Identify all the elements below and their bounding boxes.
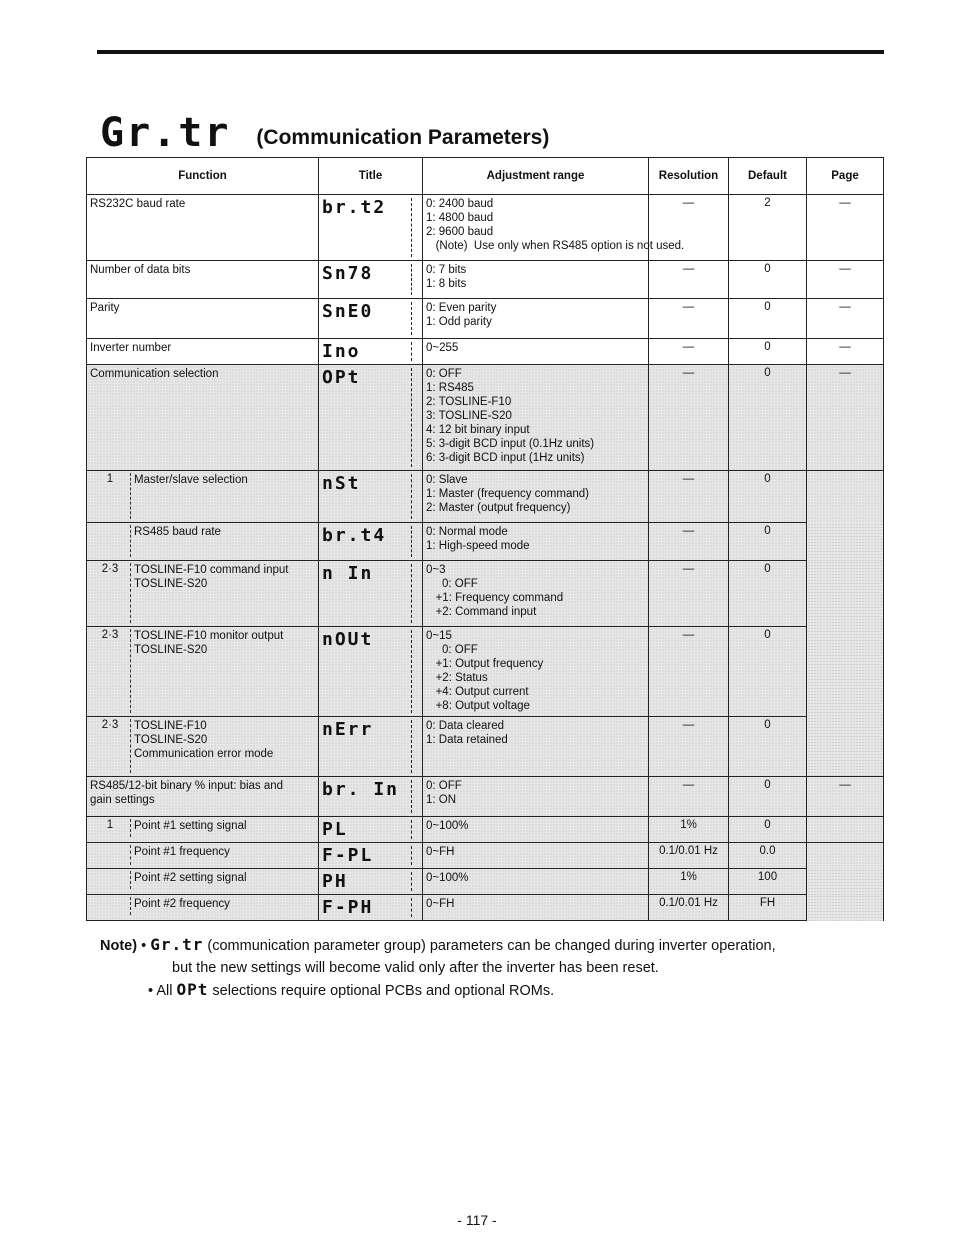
level-marker: 1 [106,473,114,485]
default-cell: 0 [729,627,807,717]
header-rule [97,50,884,54]
page-cell [807,869,884,895]
resolution-cell: — [649,561,729,627]
level-marker [90,871,130,889]
range-cell: 0: Data cleared 1: Data retained [423,717,649,777]
function-cell [87,299,319,339]
function-cell [87,365,319,471]
table-row [87,717,884,777]
default-cell: 100 [729,869,807,895]
parameter-code: nSt [322,473,361,494]
function-label: Point #2 setting signal [130,871,247,889]
function-label: Master/slave selection [130,473,248,519]
page-cell [807,895,884,921]
function-label: TOSLINE-F10 command input TOSLINE-S20 [130,563,288,623]
table-row [87,843,884,869]
function-cell [87,627,319,717]
function-label: Parity [90,302,120,314]
range-cell: 0~255 [423,339,649,365]
level-marker: 1 [106,819,114,831]
default-cell: 0 [729,717,807,777]
function-label: Communication selection [90,368,219,380]
note-label: Note) [100,938,138,954]
table-row [87,299,884,339]
page-cell [807,471,884,523]
default-cell: 0 [729,365,807,471]
range-cell: 0~100% [423,869,649,895]
parameter-code: nErr [322,719,374,740]
resolution-cell: — [649,195,729,261]
function-cell [87,777,319,817]
table-row [87,471,884,523]
title-cell [319,895,423,921]
function-label: TOSLINE-F10 TOSLINE-S20 Communication error mode [130,719,273,773]
table-row [87,817,884,843]
resolution-cell: 0.1/0.01 Hz [649,895,729,921]
parameter-code: br. In [322,779,400,800]
default-cell: 0.0 [729,843,807,869]
range-cell: 0: 7 bits 1: 8 bits [423,261,649,299]
function-cell [87,195,319,261]
title-cell [319,523,423,561]
resolution-cell: — [649,627,729,717]
col-page: Page [807,158,884,195]
table-row [87,339,884,365]
page-cell: — [807,365,884,471]
page-cell [807,561,884,627]
page-cell [807,523,884,561]
resolution-cell: 0.1/0.01 Hz [649,843,729,869]
default-cell: 0 [729,817,807,843]
function-cell [87,471,319,523]
parameter-code: br.t2 [322,197,387,218]
level-marker: 2·3 [101,629,119,641]
table-row [87,561,884,627]
page-cell [807,817,884,843]
title-cell [319,471,423,523]
title-cell [319,195,423,261]
parameter-code: PH [322,871,348,892]
parameter-code: nOUt [322,629,374,650]
page-cell: — [807,777,884,817]
level-marker [90,897,130,915]
function-cell [87,339,319,365]
default-cell: 2 [729,195,807,261]
page-cell: — [807,299,884,339]
title-cell [319,817,423,843]
note-opt-code: OPt [176,980,209,999]
table-row [87,261,884,299]
note-text-2: but the new settings will become valid only after the inverter has been reset. [172,960,659,976]
note-text-3: selections require optional PCBs and optional ROMs. [212,983,555,999]
resolution-cell: — [649,717,729,777]
section-header [100,110,550,156]
default-cell: 0 [729,339,807,365]
table-row [87,195,884,261]
note-bullet-2: • [148,983,154,999]
parameter-code: PL [322,819,348,840]
page-cell: — [807,261,884,299]
page-cell: — [807,339,884,365]
note-bullet-1: • [141,938,147,954]
resolution-cell: 1% [649,817,729,843]
col-title: Title [319,158,423,195]
table-header-row [87,158,884,195]
default-cell: 0 [729,261,807,299]
range-cell: 0: OFF 1: RS485 2: TOSLINE-F10 3: TOSLINE-S20 4: 12 bit binary input 5: 3-digit BCD input (0.1Hz units) 6: 3-digit BCD input (1Hz units) [423,365,649,471]
function-label: Point #2 frequency [130,897,230,915]
range-cell: 0~100% [423,817,649,843]
title-cell [319,843,423,869]
table-row [87,365,884,471]
function-label: TOSLINE-F10 monitor output TOSLINE-S20 [130,629,283,713]
notes [100,934,900,1002]
function-cell [87,523,319,561]
range-cell: 0: OFF 1: ON [423,777,649,817]
title-cell [319,777,423,817]
parameter-code: n In [322,563,374,584]
function-label: Inverter number [90,342,172,354]
parameter-code: br.t4 [322,525,387,546]
parameter-code: OPt [322,367,361,388]
table-row [87,777,884,817]
resolution-cell: — [649,777,729,817]
level-marker: 2·3 [101,719,119,731]
page-number: - 117 - [457,1212,497,1228]
parameter-code: SnE0 [322,301,374,322]
resolution-cell: — [649,299,729,339]
page-cell: — [807,195,884,261]
resolution-cell: 1% [649,869,729,895]
default-cell: 0 [729,777,807,817]
function-cell [87,261,319,299]
page-cell [807,627,884,717]
title-cell [319,869,423,895]
range-cell: 0: Even parity 1: Odd parity [423,299,649,339]
function-cell [87,843,319,869]
function-cell [87,717,319,777]
default-cell: 0 [729,299,807,339]
note-text-3-prefix: All [156,983,173,999]
function-label: Number of data bits [90,264,191,276]
title-cell [319,299,423,339]
note-line-3 [100,979,900,1002]
note-line-2 [100,957,900,979]
note-text-1: (communication parameter group) parameters can be changed during inverter operation, [207,938,776,954]
resolution-cell: — [649,261,729,299]
default-cell: 0 [729,523,807,561]
function-cell [87,817,319,843]
parameter-code: Ino [322,341,361,362]
note-group-code: Gr.tr [150,935,204,954]
default-cell: 0 [729,561,807,627]
range-cell: 0: 2400 baud 1: 4800 baud 2: 9600 baud (Note) Use only when RS485 option is not used. [423,195,649,261]
table-row [87,627,884,717]
col-resolution: Resolution [649,158,729,195]
title-cell [319,261,423,299]
function-label: RS485/12-bit binary % input: bias and gain settings [90,780,284,806]
function-cell [87,869,319,895]
col-range: Adjustment range [423,158,649,195]
parameter-code: Sn78 [322,263,374,284]
default-cell: FH [729,895,807,921]
function-label: RS485 baud rate [130,525,221,557]
note-line-1 [100,934,900,957]
page-cell [807,843,884,869]
level-marker [90,845,130,865]
table-row [87,895,884,921]
level-marker [90,525,130,557]
function-cell [87,561,319,627]
title-cell [319,627,423,717]
range-cell: 0~FH [423,895,649,921]
range-cell: 0~15 0: OFF +1: Output frequency +2: Status +4: Output current +8: Output voltage [423,627,649,717]
function-cell [87,895,319,921]
function-label: RS232C baud rate [90,198,186,210]
resolution-cell: — [649,365,729,471]
title-cell [319,365,423,471]
level-marker: 2·3 [101,563,119,575]
range-cell: 0: Normal mode 1: High-speed mode [423,523,649,561]
range-cell: 0: Slave 1: Master (frequency command) 2: Master (output frequency) [423,471,649,523]
resolution-cell: — [649,471,729,523]
page-cell [807,717,884,777]
parameter-code: F-PL [322,845,374,866]
title-cell [319,717,423,777]
section-title: (Communication Parameters) [256,126,550,149]
function-label: Point #1 setting signal [130,819,247,837]
title-cell [319,561,423,627]
table-row [87,869,884,895]
col-function: Function [87,158,319,195]
parameter-code: F-PH [322,897,374,918]
function-label: Point #1 frequency [130,845,230,865]
title-cell [319,339,423,365]
col-default: Default [729,158,807,195]
resolution-cell: — [649,523,729,561]
resolution-cell: — [649,339,729,365]
parameter-table [86,157,884,921]
default-cell: 0 [729,471,807,523]
group-code: Gr.tr [100,110,231,156]
table-row [87,523,884,561]
range-cell: 0~FH [423,843,649,869]
range-cell: 0~3 0: OFF +1: Frequency command +2: Command input [423,561,649,627]
